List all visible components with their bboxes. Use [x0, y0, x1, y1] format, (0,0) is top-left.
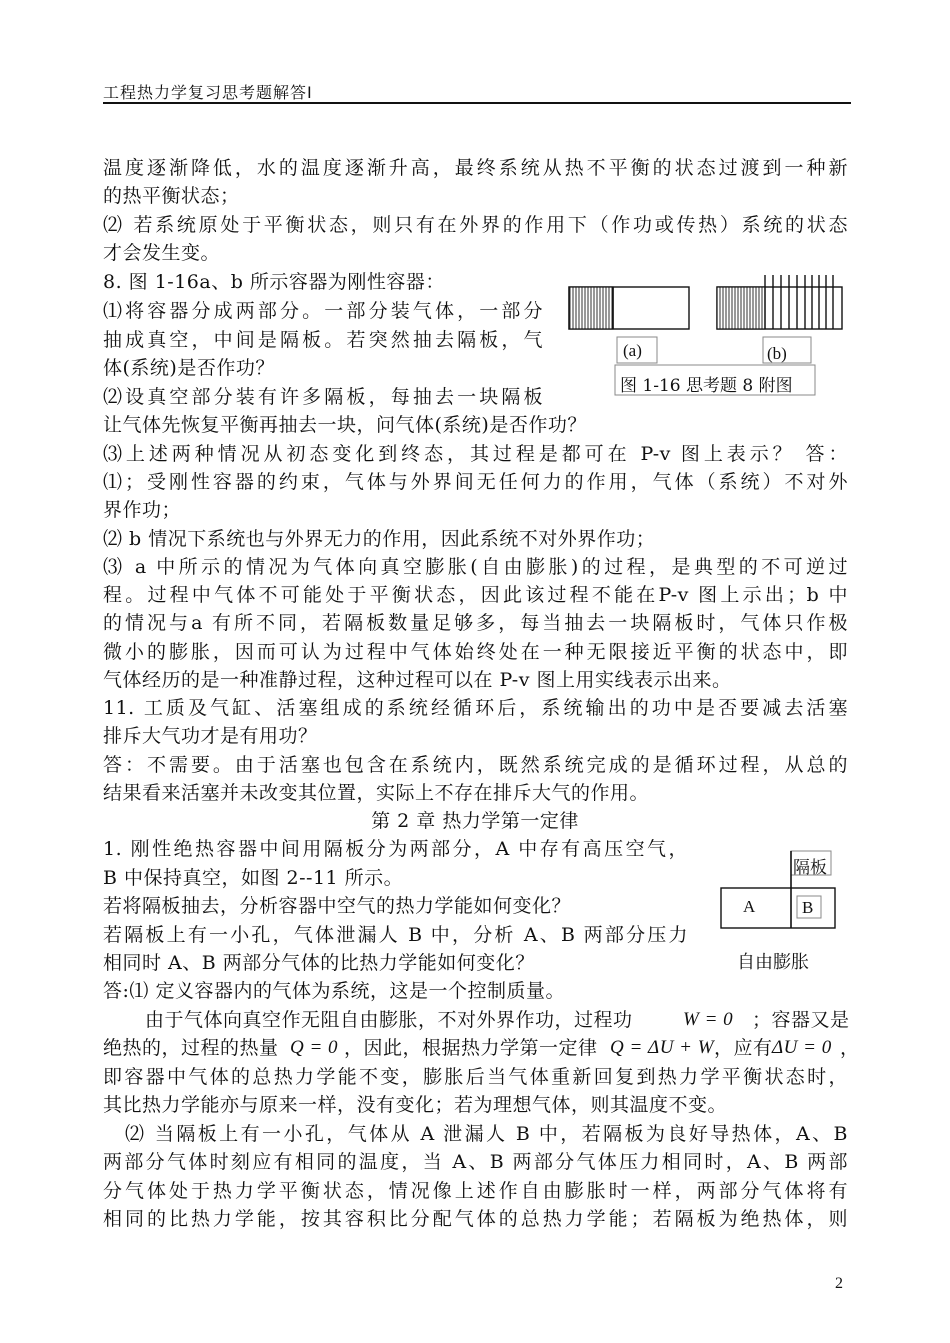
gas-region-a — [569, 287, 613, 329]
text-line: 相同的比热力学能，按其容积比分配气体的总热力学能；若隔板为绝热体，则 — [103, 1208, 848, 1230]
header-rule — [103, 102, 851, 104]
text-line: ，应有 — [714, 1037, 773, 1059]
text-line: 的热平衡状态； — [103, 185, 240, 207]
text-line: 相同时 A、B 两部分气体的比热力学能如何变化？ — [103, 952, 535, 974]
text-line: 排斥大气功才是有用功？ — [103, 725, 318, 747]
question-1-title: 1. 刚性绝热容器中间用隔板分为两部分，A 中存有高压空气， — [103, 838, 688, 860]
text-line: 绝热的，过程的热量 — [103, 1037, 279, 1059]
text-line: 界作功； — [103, 499, 182, 521]
chapter-heading: 第 2 章 热力学第一定律 — [371, 810, 579, 832]
text-line: 若将隔板抽去，分析容器中空气的热力学能如何变化？ — [103, 895, 572, 917]
text-line: 由于气体向真空作无阻自由膨胀，不对外界作功，过程功 — [145, 1009, 633, 1031]
text-line: ，因此，根据热力学第一定律 — [344, 1037, 598, 1059]
running-header: 工程热力学复习思考题解答Ⅰ — [103, 85, 313, 102]
text-line: 抽成真空，中间是隔板。若突然抽去隔板，气 — [103, 329, 543, 351]
page-number: 2 — [835, 1275, 843, 1292]
math-w-zero: W = 0 — [683, 1009, 734, 1030]
text-line: 结果看来活塞并未改变其位置，实际上不存在排斥大气的作用。 — [103, 782, 650, 804]
figure-1-16 — [560, 275, 850, 405]
math-first-law: Q = ΔU + W — [610, 1037, 715, 1058]
text-line: 程。过程中气体不可能处于平衡状态，因此该过程不能在P-v 图上示出；b 中 — [103, 584, 848, 606]
figure-caption: 自由膨胀 — [737, 952, 809, 973]
region-label-A: A — [743, 897, 756, 916]
text-line: ⑵ b 情况下系统也与外界无力的作用，因此系统不对外界作功； — [103, 528, 656, 550]
region-label-B: B — [802, 898, 814, 917]
text-line: ⑶上述两种情况从初态变化到终态，其过程是都可在 P-v 图上表示？ 答： — [103, 443, 848, 465]
text-line: 分气体处于热力学平衡状态，情况像上述作自由膨胀时一样，两部分气体将有 — [103, 1180, 848, 1202]
text-line: ⑴将容器分成两部分。一部分装气体，一部分 — [103, 300, 543, 322]
text-line: ⑵ 若系统原处于平衡状态，则只有在外界的作用下（作功或传热）系统的状态 — [103, 214, 848, 236]
text-line: 的情况与a 有所不同，若隔板数量足够多，每当抽去一块隔板时，气体只作极 — [103, 612, 848, 634]
text-line: 体(系统)是否作功？ — [103, 357, 275, 379]
question-11-title: 11. 工质及气缸、活塞组成的系统经循环后，系统输出的功中是否要减去活塞 — [103, 697, 848, 719]
text-line: 温度逐渐降低，水的温度逐渐升高，最终系统从热不平衡的状态过渡到一种新 — [103, 157, 848, 179]
text-line: 两部分气体时刻应有相同的温度，当 A、B 两部分气体压力相同时，A、B 两部 — [103, 1151, 848, 1173]
math-du-zero: ΔU = 0 — [772, 1037, 832, 1058]
text-line: 即容器中气体的总热力学能不变，膨胀后当气体重新回复到热力学平衡状态时， — [103, 1066, 848, 1088]
text-line: B 中保持真空，如图 2--11 所示。 — [103, 867, 404, 889]
partition-label: 隔板 — [793, 858, 827, 878]
text-line: ⑴；受刚性容器的约束，气体与外界间无任何力的作用，气体（系统）不对外 — [103, 471, 848, 493]
question-8-title: 8. 图 1-16a、b 所示容器为刚性容器： — [103, 271, 445, 293]
math-q-zero: Q = 0 — [290, 1037, 339, 1058]
figure-2-11 — [715, 845, 845, 975]
text-line: 才会发生变。 — [103, 242, 221, 264]
text-line: 答:⑴ 定义容器内的气体为系统，这是一个控制质量。 — [103, 980, 565, 1002]
figure-label-a: (a) — [623, 341, 642, 360]
text-line: 气体经历的是一种准静过程，这种过程可以在 P-v 图上用实线表示出来。 — [103, 669, 732, 691]
text-line: ⑶ a 中所示的情况为气体向真空膨胀(自由膨胀)的过程，是典型的不可逆过 — [103, 556, 848, 578]
text-line: 微小的膨胀，因而可认为过程中气体始终处在一种无限接近平衡的状态中，即 — [103, 641, 848, 663]
text-line: 让气体先恢复平衡再抽去一块，问气体(系统)是否作功？ — [103, 414, 587, 436]
figure-caption: 图 1-16 思考题 8 附图 — [620, 376, 793, 396]
text-line: ， — [840, 1037, 860, 1059]
text-line: 其比热力学能亦与原来一样，没有变化；若为理想气体，则其温度不变。 — [103, 1094, 728, 1116]
text-line: 若隔板上有一小孔，气体泄漏人 B 中，分析 A、B 两部分压力 — [103, 924, 688, 946]
figure-label-b: (b) — [767, 344, 787, 363]
text-line: ⑵ 当隔板上有一小孔，气体从 A 泄漏人 B 中，若隔板为良好导热体，A、B — [125, 1123, 848, 1145]
text-line: 答：不需要。由于活塞也包含在系统内，既然系统完成的是循环过程，从总的 — [103, 754, 848, 776]
text-line: ⑵设真空部分装有许多隔板，每抽去一块隔板 — [103, 386, 543, 408]
text-line: ；容器又是 — [752, 1009, 850, 1031]
gas-region-b — [717, 287, 765, 329]
